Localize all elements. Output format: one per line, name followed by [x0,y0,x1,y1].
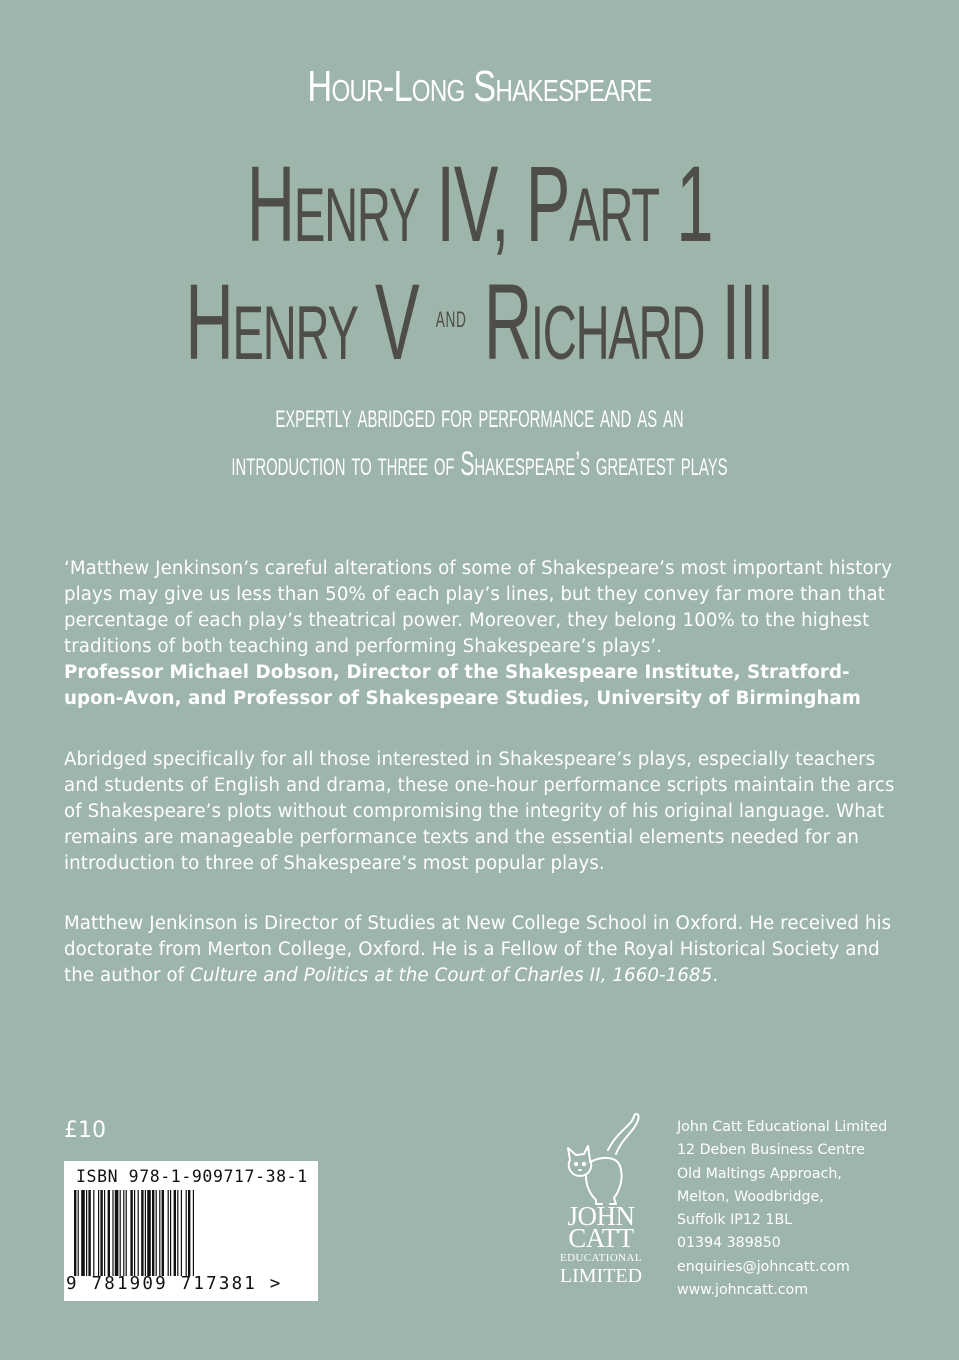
book-title-line-2 [182,261,777,384]
barcode-bar [112,1190,113,1276]
address-line: 12 Deben Business Centre [677,1142,865,1159]
barcode-bar [138,1190,139,1276]
title-and: and [435,298,467,335]
john-catt-logo [546,1110,656,1300]
barcode-bar [186,1190,187,1276]
barcode-bar [100,1190,102,1276]
barcode-bar [98,1190,99,1276]
quote-text: ‘Matthew Jenkinson’s careful alterations of some of Shakespeare’s most important history plays may give us less than 50% of each play’s lines, but they convey far more than that percentage of each play’s theatrical power. Moreover, they belong 100% to the highest traditions of both teaching and performing Shakespeare’s plays’. [64,558,893,657]
barcode-bar [168,1190,169,1276]
barcode-bar [120,1190,121,1276]
barcode-bar [81,1190,85,1276]
logo-john: JOHN [567,1201,635,1231]
barcode-bar [188,1190,190,1276]
barcode-bar [74,1190,76,1276]
address-line: Melton, Woodbridge, [677,1188,824,1205]
barcode-bar [174,1190,176,1276]
barcode-bar [145,1190,146,1276]
barcode [64,1161,318,1301]
title-richard-iii: Richard III [483,261,774,382]
barcode-bar [86,1190,87,1276]
series-title: Hour-Long Shakespeare [307,62,652,111]
bio-book-title: Culture and Politics at the Court of Charles II, 1660-1685 [190,965,713,986]
logo-educational: EDUCATIONAL [559,1252,642,1264]
barcode-bar [152,1190,154,1276]
barcode-bar [141,1190,143,1276]
author-bio [64,911,904,989]
price: £10 [64,1118,106,1143]
barcode-bar [156,1190,157,1276]
bio-text: Matthew Jenkinson is Director of Studies at New College School in Oxford. He received his doctorate from Merton College, Oxford. He is a Fellow of the Royal Historical Society and the author of [64,913,892,986]
book-description: Abridged specifically for all those interested in Shakespeare’s plays, especially teachers and students of English and drama, these one-hour performance scripts maintain the arcs of Shakespeare’s plots without compromising the integrity of his original language. What remains are manageable performance texts and the essential elements needed for an introduction to three of Shakespeare’s most popular plays. [64,749,895,874]
logo-catt: CATT [568,1223,634,1253]
barcode-bar [193,1190,194,1276]
barcode-bar [78,1190,79,1276]
quote-attribution: Professor Michael Dobson, Director of the Shakespeare Institute, Stratford-upon-Avon, and Professor of Shakespeare Studies, University of Birmingham [64,662,861,709]
address-line: Suffolk IP12 1BL [677,1212,793,1229]
address-line: John Catt Educational Limited [677,1119,888,1135]
barcode-bar [93,1190,94,1276]
barcode-bar [162,1190,164,1276]
book-title-line-1: Henry IV, Part 1 [246,143,713,264]
barcode-bar [88,1190,90,1276]
barcode-bar [115,1190,119,1276]
barcode-bar [147,1190,151,1276]
tagline-line-2: introduction to three of Shakespeare’s greatest plays [231,445,728,483]
tagline-line-1: expertly abridged for performance and as an [275,397,684,435]
cat-icon [546,1110,656,1206]
address-line: Old Maltings Approach, [677,1165,842,1182]
barcode-digits: 9 781909 717381 > [66,1274,283,1294]
bio-end: . [712,965,719,986]
publisher-address [677,1116,887,1302]
barcode-bar [134,1190,135,1276]
address-line: www.johncatt.com [677,1282,809,1299]
barcode-bar [123,1190,124,1276]
barcode-bar [159,1190,160,1276]
isbn-label: ISBN 978-1-909717-38-1 [76,1167,308,1186]
barcode-bar [108,1190,110,1276]
barcode-bar [181,1190,182,1276]
address-line: 01394 389850 [677,1235,781,1252]
barcode-bar [177,1190,178,1276]
review-quote [64,556,904,712]
barcode-bars [74,1190,308,1276]
barcode-bar [130,1190,132,1276]
address-line: enquiries@johncatt.com [677,1258,850,1275]
logo-limited: LIMITED [559,1265,643,1287]
title-henry-v: Henry V [185,261,419,382]
barcode-bar [104,1190,105,1276]
barcode-bar [126,1190,127,1276]
barcode-bar [170,1190,171,1276]
